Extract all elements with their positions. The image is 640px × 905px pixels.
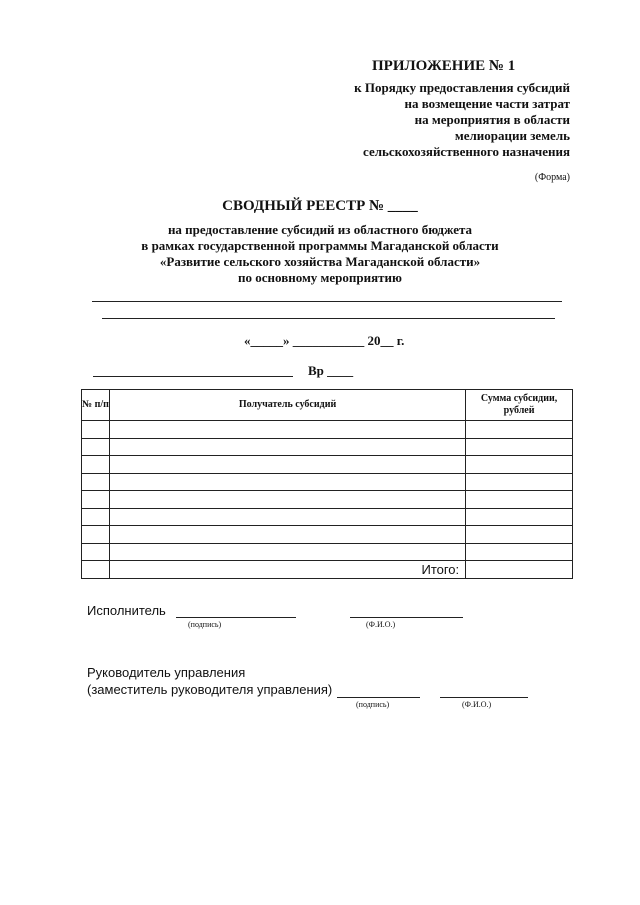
- date-line: «_____» ___________ 20__ г.: [244, 333, 405, 348]
- head-name-caption: (Ф.И.О.): [462, 700, 492, 709]
- name-line: [440, 697, 528, 698]
- table-header-row: [82, 390, 573, 421]
- appendix-line: на мероприятия в области: [414, 112, 570, 127]
- blank-line: [93, 376, 293, 377]
- register-subtitle-line: на предоставление субсидий из областного бюджета: [167, 222, 473, 237]
- table-row: [82, 491, 573, 509]
- register-subtitle-line: «Развитие сельского хозяйства Магаданской области»: [159, 254, 481, 269]
- table-row: [82, 438, 573, 456]
- table-row: [82, 543, 573, 561]
- column-header-number: № п/п: [82, 390, 110, 421]
- register-subtitle-line: в рамках государственной программы Магаданской области: [141, 238, 499, 253]
- table-row: [82, 421, 573, 439]
- appendix-line: к Порядку предоставления субсидий: [354, 80, 570, 95]
- signature-line: [176, 617, 296, 618]
- form-note: (Форма): [534, 172, 570, 183]
- register-table: [81, 389, 573, 579]
- register-subtitle-line: по основному мероприятию: [238, 270, 402, 285]
- head-label-deputy: (заместитель руководителя управления): [87, 682, 333, 697]
- vr-line: Вр ____: [308, 363, 354, 378]
- column-header-recipient: Получатель субсидий: [109, 390, 465, 421]
- name-line: [350, 617, 463, 618]
- total-row: [82, 561, 573, 579]
- blank-line: [102, 318, 555, 319]
- table-row: [82, 508, 573, 526]
- appendix-line: мелиорации земель: [454, 128, 570, 143]
- table-row: [82, 456, 573, 474]
- appendix-line: на возмещение части затрат: [404, 96, 570, 111]
- head-label: Руководитель управления: [87, 665, 246, 680]
- signature-line: [337, 697, 420, 698]
- head-sign-caption: (подпись): [356, 700, 390, 709]
- table-row: [82, 526, 573, 544]
- column-header-amount: Сумма субсидии, рублей: [466, 390, 573, 421]
- executor-name-caption: (Ф.И.О.): [366, 620, 396, 629]
- executor-sign-caption: (подпись): [188, 620, 222, 629]
- table-row: [82, 473, 573, 491]
- executor-label: Исполнитель: [87, 603, 166, 618]
- blank-line: [92, 301, 562, 302]
- appendix-title: ПРИЛОЖЕНИЕ № 1: [372, 58, 516, 74]
- appendix-line: сельскохозяйственного назначения: [363, 144, 570, 159]
- register-title: СВОДНЫЙ РЕЕСТР № ____: [222, 198, 418, 214]
- total-label: Итого:: [109, 561, 465, 579]
